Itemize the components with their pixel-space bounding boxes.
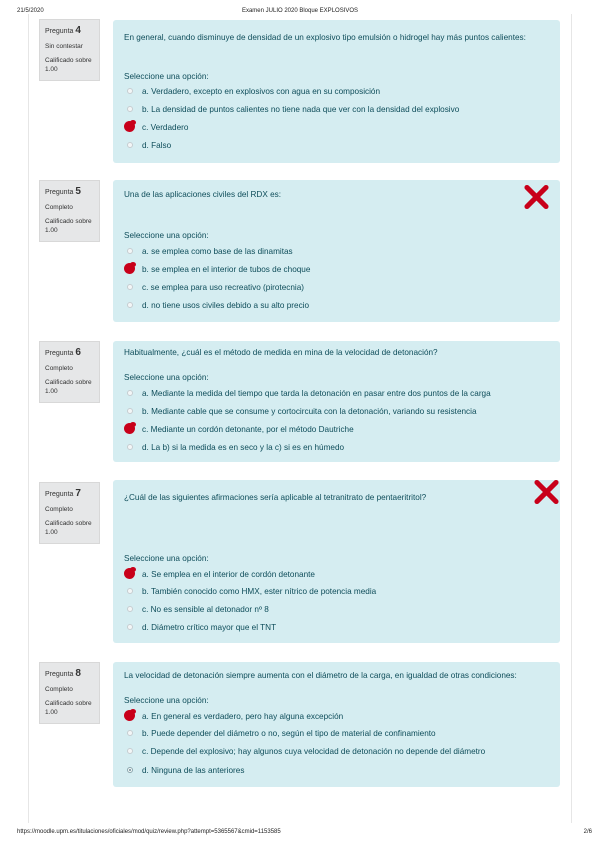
handwritten-mark-icon (124, 121, 136, 133)
question-number: 7 (75, 488, 81, 499)
option-text: c. se emplea para uso recreativo (pirotecnia) (142, 282, 305, 292)
option-text: d. Falso (142, 140, 172, 150)
question-text: Habitualmente, ¿cuál es el método de medida en mina de la velocidad de detonación? (124, 348, 438, 357)
option-text: a. Se emplea en el interior de cordón detonante (142, 569, 315, 579)
option-text: c. Depende del explosivo; hay algunos cuya velocidad de detonación no depende del diámetro (142, 746, 486, 756)
radio-selected-icon[interactable] (127, 767, 133, 773)
incorrect-x-icon (523, 184, 549, 210)
radio-icon[interactable] (127, 624, 133, 630)
answer-prompt: Seleccione una opción: (124, 231, 209, 240)
radio-icon[interactable] (127, 248, 133, 254)
question-label: Pregunta (45, 671, 74, 678)
answer-prompt: Seleccione una opción: (124, 696, 209, 705)
option-c[interactable] (124, 422, 354, 436)
question-info-6 (39, 341, 100, 403)
answer-prompt: Seleccione una opción: (124, 373, 209, 382)
option-a[interactable] (124, 386, 491, 400)
radio-icon[interactable] (127, 142, 133, 148)
grade-value: 1.00 (45, 226, 58, 234)
print-title: Examen JULIO 2020 Bloque EXPLOSIVOS (241, 8, 359, 14)
radio-icon[interactable] (127, 606, 133, 612)
question-content-8 (113, 662, 560, 787)
option-a[interactable] (124, 709, 343, 723)
question-info-5 (39, 180, 100, 242)
question-label: Pregunta (45, 350, 74, 357)
option-b[interactable] (124, 102, 459, 116)
question-number: 8 (75, 668, 81, 679)
question-content-7 (113, 480, 560, 643)
option-a[interactable] (124, 567, 315, 581)
question-label: Pregunta (45, 491, 74, 498)
question-state: Completo (45, 686, 73, 693)
option-text: d. Ninguna de las anteriores (142, 765, 245, 775)
option-b[interactable] (124, 726, 436, 740)
option-c[interactable] (124, 120, 188, 134)
radio-icon[interactable] (127, 408, 133, 414)
option-a[interactable] (124, 244, 293, 258)
option-text: a. En general es verdadero, pero hay alguna excepción (142, 711, 344, 721)
option-d[interactable] (124, 440, 344, 454)
question-state: Completo (45, 365, 73, 372)
grade-label: Calificado sobre (45, 218, 92, 226)
question-label: Pregunta (45, 189, 74, 196)
grade-value: 1.00 (45, 65, 58, 73)
question-content-5 (113, 180, 560, 322)
answer-prompt: Seleccione una opción: (124, 554, 209, 563)
radio-icon[interactable] (127, 748, 133, 754)
handwritten-mark-icon (124, 423, 136, 435)
grade-value: 1.00 (45, 708, 58, 716)
grade-label: Calificado sobre (45, 379, 92, 387)
question-state: Completo (45, 506, 73, 513)
option-b[interactable] (124, 584, 376, 598)
option-text: d. La b) si la medida es en seco y la c) si es en húmedo (142, 442, 345, 452)
option-text: b. La densidad de puntos calientes no tiene nada que ver con la densidad del explosivo (142, 104, 460, 114)
option-text: c. No es sensible al detonador nº 8 (142, 604, 269, 614)
question-text: ¿Cuál de las siguientes afirmaciones sería aplicable al tetranitrato de pentaeritritol? (124, 493, 427, 502)
question-info-7 (39, 482, 100, 544)
option-a[interactable] (124, 84, 380, 98)
handwritten-mark-icon (124, 568, 136, 580)
option-text: d. Diámetro crítico mayor que el TNT (142, 622, 277, 632)
grade-label: Calificado sobre (45, 57, 92, 65)
option-b[interactable] (124, 262, 310, 276)
option-text: a. Verdadero, excepto en explosivos con agua en su composición (142, 86, 381, 96)
option-c[interactable] (124, 602, 269, 616)
radio-icon[interactable] (127, 444, 133, 450)
option-text: b. se emplea en el interior de tubos de choque (142, 264, 311, 274)
question-text: Una de las aplicaciones civiles del RDX es: (124, 190, 282, 199)
option-c[interactable] (124, 744, 485, 758)
option-text: c. Verdadero (142, 122, 189, 132)
radio-icon[interactable] (127, 88, 133, 94)
question-content-6 (113, 341, 560, 462)
grade-value: 1.00 (45, 387, 58, 395)
question-state: Completo (45, 204, 73, 211)
option-d[interactable] (124, 620, 276, 634)
question-info-8 (39, 662, 100, 724)
radio-icon[interactable] (127, 302, 133, 308)
question-label: Pregunta (45, 28, 74, 35)
option-text: b. Puede depender del diámetro o no, según el tipo de material de confinamiento (142, 728, 436, 738)
question-text: La velocidad de detonación siempre aumenta con el diámetro de la carga, en igualdad de otras condiciones: (124, 671, 517, 680)
option-text: b. Mediante cable que se consume y cortocircuita con la detonación, variando su resistencia (142, 406, 477, 416)
option-text: d. no tiene usos civiles debido a su alto precio (142, 300, 310, 310)
page-number: 2/6 (583, 829, 592, 835)
grade-label: Calificado sobre (45, 520, 92, 528)
handwritten-mark-icon (124, 263, 136, 275)
print-date: 21/5/2020 (17, 8, 44, 14)
option-text: a. Mediante la medida del tiempo que tarda la detonación en pasar entre dos puntos de la carga (142, 388, 491, 398)
question-state: Sin contestar (45, 43, 83, 50)
radio-icon[interactable] (127, 390, 133, 396)
question-number: 4 (75, 25, 81, 36)
grade-value: 1.00 (45, 528, 58, 536)
option-d[interactable] (124, 138, 171, 152)
option-text: a. se emplea como base de las dinamitas (142, 246, 293, 256)
option-b[interactable] (124, 404, 477, 418)
radio-icon[interactable] (127, 284, 133, 290)
grade-label: Calificado sobre (45, 700, 92, 708)
handwritten-mark-icon (124, 710, 136, 722)
print-url: https://moodle.upm.es/titulaciones/oficiales/mod/quiz/review.php?attempt=5365567&cmid=1153585 (17, 829, 281, 835)
radio-icon[interactable] (127, 106, 133, 112)
radio-icon[interactable] (127, 588, 133, 594)
question-number: 5 (75, 186, 81, 197)
option-text: b. También conocido como HMX, ester nítrico de potencia media (142, 586, 377, 596)
option-d[interactable] (124, 763, 244, 777)
question-info-4 (39, 19, 100, 81)
incorrect-x-icon (533, 479, 559, 505)
option-c[interactable] (124, 280, 304, 294)
question-content-4 (113, 20, 560, 163)
radio-icon[interactable] (127, 730, 133, 736)
option-d[interactable] (124, 298, 309, 312)
answer-prompt: Seleccione una opción: (124, 72, 209, 81)
option-text: c. Mediante un cordón detonante, por el método Dautriche (142, 424, 354, 434)
question-text: En general, cuando disminuye de densidad de un explosivo tipo emulsión o hidrogel hay más puntos calientes: (124, 33, 526, 42)
question-number: 6 (75, 347, 81, 358)
